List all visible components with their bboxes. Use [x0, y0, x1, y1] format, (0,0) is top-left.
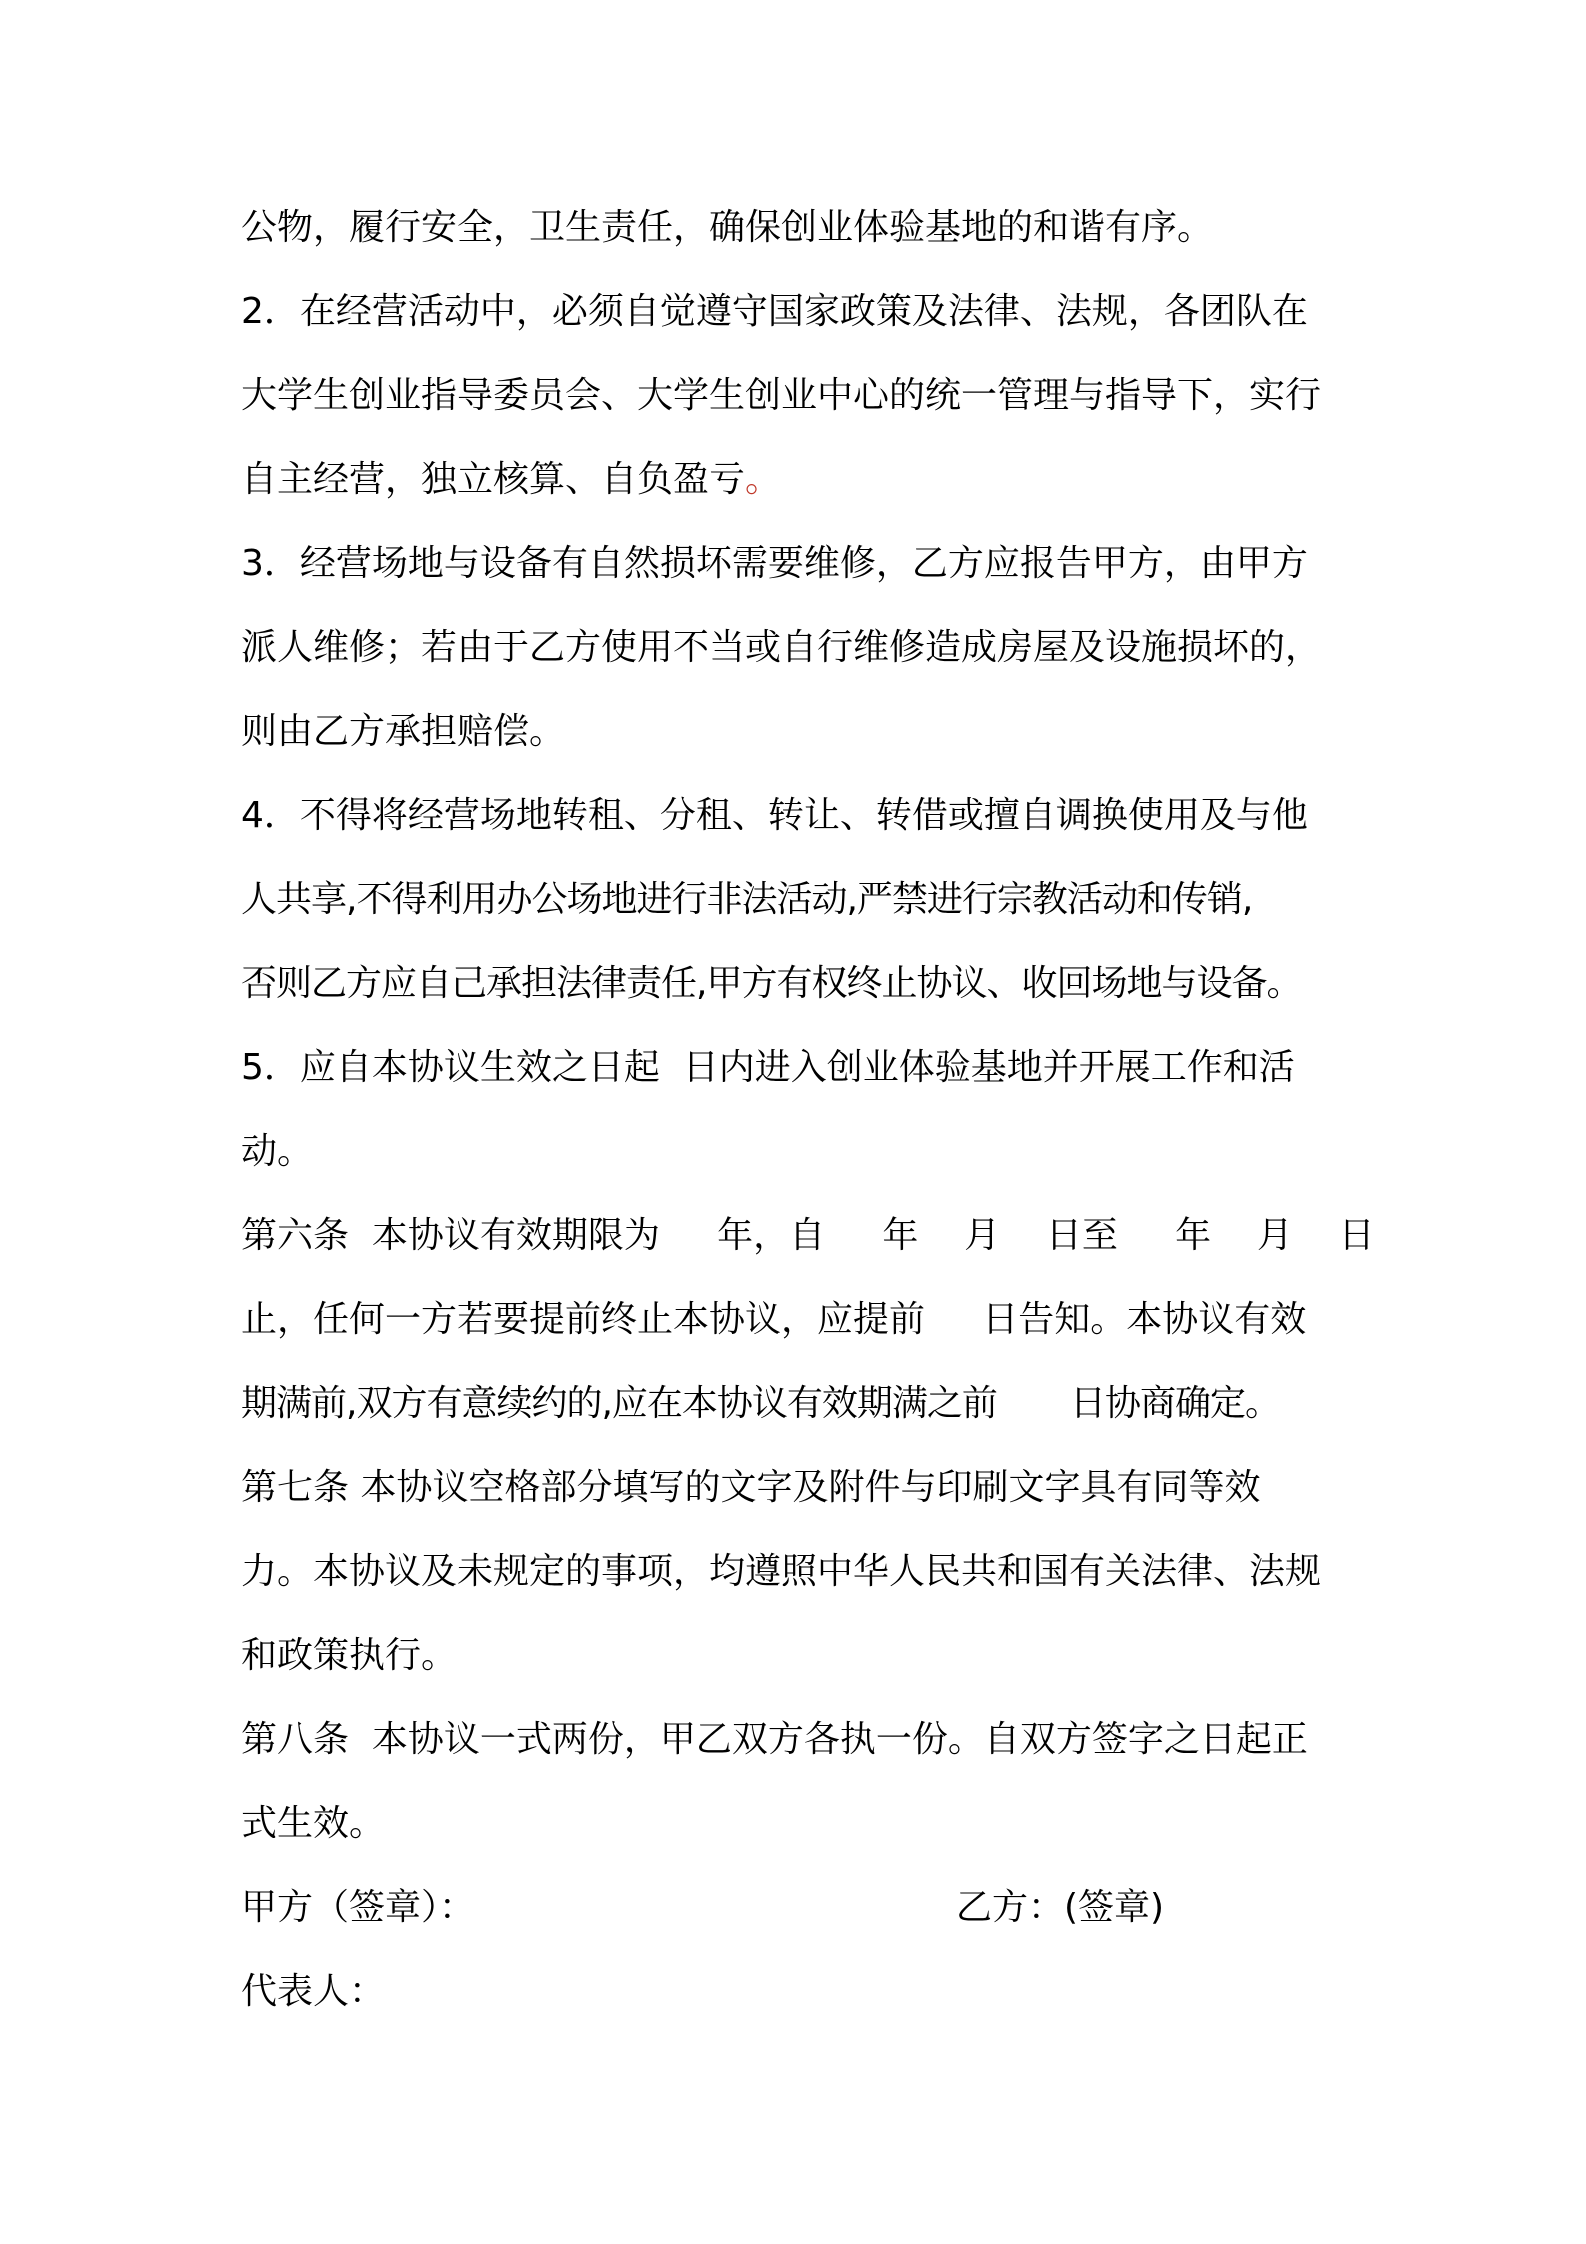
text-line-14: 止，任何一方若要提前终止本协议，应提前 日告知。本协议有效 — [241, 1299, 1307, 1340]
text-line-2: 2．在经营活动中，必须自觉遵守国家政策及法律、法规，各团队在 — [241, 291, 1308, 332]
text-line-1: 公物，履行安全，卫生责任，确保创业体验基地的和谐有序。 — [241, 207, 1214, 248]
text-line-5: 3．经营场地与设备有自然损坏需要维修，乙方应报告甲方，由甲方 — [241, 543, 1308, 584]
text-line-10: 否则乙方应自己承担法律责任,甲方有权终止协议、收回场地与设备。 — [241, 963, 1302, 1004]
red-period-mark: 。 — [745, 459, 782, 500]
text-line-20: 式生效。 — [241, 1803, 386, 1844]
text-line-16: 第七条 本协议空格部分填写的文字及附件与印刷文字具有同等效 — [241, 1467, 1261, 1508]
text-line-4 — [241, 456, 1361, 504]
representative-label: 代表人： — [241, 1971, 386, 2012]
text-line-19: 第八条 本协议一式两份，甲乙双方各执一份。自双方签字之日起正 — [241, 1719, 1308, 1760]
party-b-signature-label: 乙方：(签章) — [956, 1887, 1165, 1928]
text-line-13: 第六条 本协议有效期限为 年，自 年 月 日至 年 月 日 — [241, 1215, 1375, 1256]
text-line-12: 动。 — [241, 1131, 314, 1172]
text-line-15: 期满前,双方有意续约的,应在本协议有效期满之前 日协商确定。 — [241, 1383, 1280, 1424]
text-line-11: 5．应自本协议生效之日起 日内进入创业体验基地并开展工作和活 — [241, 1047, 1295, 1088]
text-line-8: 4．不得将经营场地转租、分租、转让、转借或擅自调换使用及与他 — [241, 795, 1308, 836]
text-line-17: 力。本协议及未规定的事项，均遵照中华人民共和国有关法律、法规 — [241, 1551, 1322, 1592]
text-line-7: 则由乙方承担赔偿。 — [241, 711, 566, 752]
text-line-3: 大学生创业指导委员会、大学生创业中心的统一管理与指导下，实行 — [241, 375, 1322, 416]
text-line-4-body: 自主经营，独立核算、自负盈亏 — [241, 459, 746, 500]
party-a-signature-label: 甲方（签章）： — [241, 1887, 476, 1928]
text-line-18: 和政策执行。 — [241, 1635, 458, 1676]
text-line-9: 人共享,不得利用办公场地进行非法活动,严禁进行宗教活动和传销, — [241, 879, 1253, 920]
text-line-6: 派人维修；若由于乙方使用不当或自行维修造成房屋及设施损坏的， — [241, 627, 1322, 668]
